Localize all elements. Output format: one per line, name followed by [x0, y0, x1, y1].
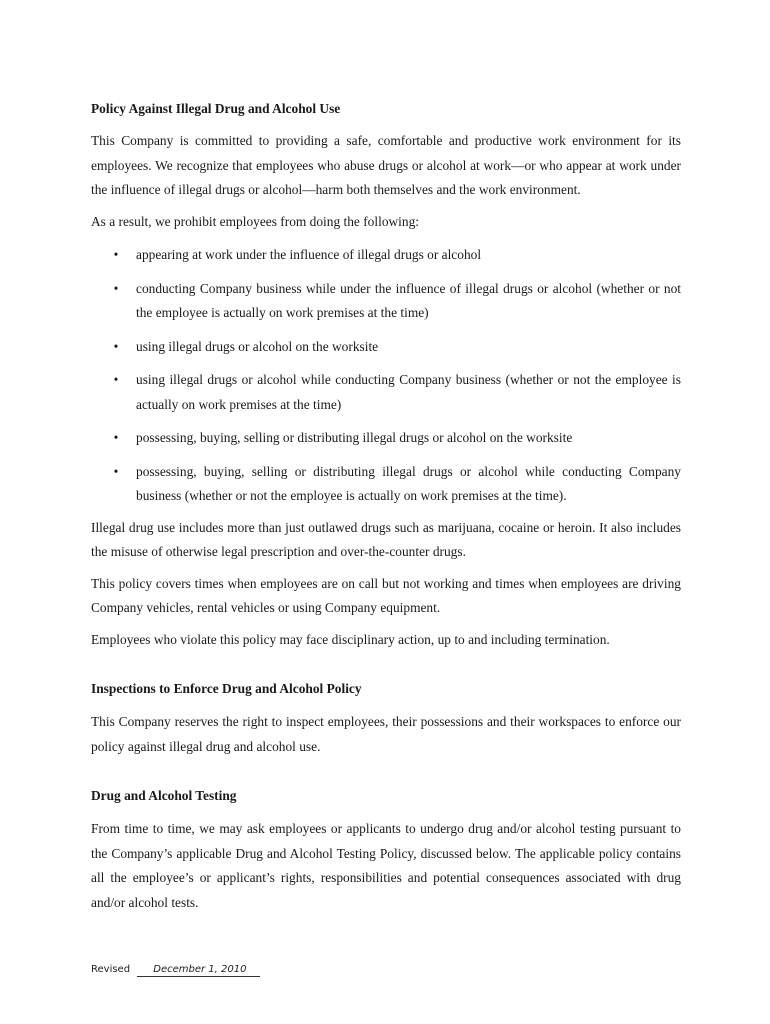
bullet-icon: •: [113, 372, 119, 387]
policy-heading: Policy Against Illegal Drug and Alcohol Use: [91, 101, 341, 116]
list-item: [91, 243, 681, 268]
testing-body: From time to time, we may ask employees or applicants to undergo drug and/or alcohol testing pursuant to the Company’s applicable Drug and Alcohol Testing Policy, discussed below. The applicable policy contains all the employee’s or applicant’s rights, responsibilities and potential consequences associated with drug and/or alcohol tests.: [91, 821, 681, 910]
coverage-paragraph: This policy covers times when employees are on call but not working and times when employees are driving Company vehicles, rental vehicles or using Company equipment.: [91, 575, 681, 615]
list-item-text: conducting Company business while under the influence of illegal drugs or alcohol (whether or not the employee is actually on work premises at the time): [136, 280, 681, 320]
illegal-use-paragraph: Illegal drug use includes more than just outlawed drugs such as marijuana, cocaine or heroin. It also includes the misuse of otherwise legal prescription and over-the-counter drugs.: [91, 519, 681, 559]
inspections-body: This Company reserves the right to inspect employees, their possessions and their workspaces to enforce our policy against illegal drug and alcohol use.: [91, 714, 681, 754]
bullet-icon: •: [113, 247, 119, 262]
bullet-icon: •: [113, 280, 119, 296]
policy-intro: This Company is committed to providing a safe, comfortable and productive work environment for its employees. We recognize that employees who abuse drugs or alcohol at work—or who appear at work under the influence of illegal drugs or alcohol—harm both themselves and the work environment.: [91, 133, 681, 197]
revised-date: December 1, 2010: [137, 963, 260, 977]
revised-label: Revised: [91, 964, 131, 975]
list-item-text: possessing, buying, selling or distributing illegal drugs or alcohol on the worksite: [136, 430, 573, 445]
list-item-text: using illegal drugs or alcohol on the worksite: [136, 338, 379, 354]
testing-heading: Drug and Alcohol Testing: [91, 788, 237, 803]
inspections-heading: Inspections to Enforce Drug and Alcohol Policy: [91, 681, 362, 696]
list-item-text: appearing at work under the influence of illegal drugs or alcohol: [136, 247, 482, 262]
revision-footer: [91, 963, 260, 977]
list-item: [91, 426, 681, 451]
list-item: [91, 460, 681, 509]
list-item: [91, 277, 681, 326]
list-item-text: using illegal drugs or alcohol while conducting Company business (whether or not the employee is actually on work premises at the time): [136, 372, 681, 412]
list-item: [91, 335, 681, 360]
prohibition-lead: As a result, we prohibit employees from doing the following:: [91, 213, 420, 229]
prohibited-list: [91, 243, 681, 509]
document-body: [91, 100, 681, 915]
list-item: [91, 368, 681, 417]
bullet-icon: •: [113, 430, 119, 445]
list-item-text: possessing, buying, selling or distributing illegal drugs or alcohol while conducting Company business (whether or not the employee is actually on work premises at the time).: [136, 463, 681, 503]
bullet-icon: •: [113, 463, 119, 479]
bullet-icon: •: [113, 338, 119, 354]
violation-paragraph: Employees who violate this policy may face disciplinary action, up to and including termination.: [91, 631, 610, 647]
